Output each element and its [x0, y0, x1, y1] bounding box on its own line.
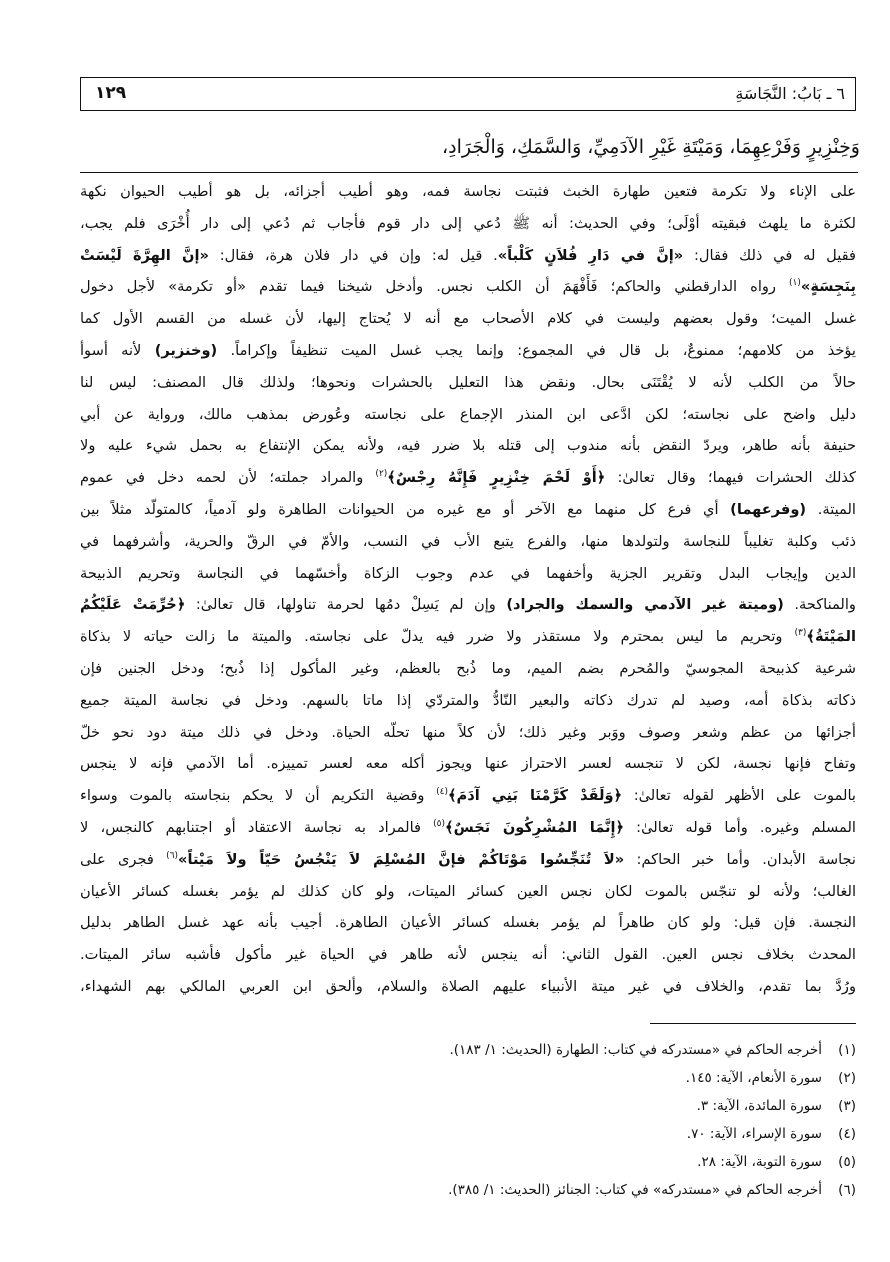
- text-segment: والمناكحة.: [783, 596, 856, 614]
- text-segment: شرعية كذبيحة المجوسيّ والمُحرم بضم الميم، وما ذُبح بالعظم، وغير المأكول إذا ذُبح؛ ودخل الجنين فإن: [80, 659, 856, 677]
- text-segment: كذلك الحشرات فيهما؛ وقال تعالىٰ:: [605, 469, 857, 487]
- text-line: [80, 780, 856, 812]
- text-line: [80, 367, 856, 399]
- emphasized-text: (وفرعهما): [730, 500, 807, 518]
- footnote-number: (١): [838, 1042, 856, 1058]
- emphasized-text: «إنَّ الهِرَّةَ لَيْسَتْ: [80, 246, 209, 264]
- footnote-divider: [650, 1023, 856, 1024]
- text-segment: ذكاته بذكاة أمه، وصيد لم تدرك ذكاته والبعير النّادُّ والمتردّي إذا ماتا بالسهم. ودخل في نجاسة الميتة جميع: [80, 691, 856, 709]
- text-segment: لكثرة ما يلهث فبقيته أوْلَى؛ وفي الحديث: أنه ﷺ دُعي إلى دار قوم فأجاب ثم دُعي إلى دار أُخْرَى فلم يجب،: [80, 214, 856, 232]
- text-segment: . قيل له: وإن في دار فلان هرة، فقال:: [208, 246, 498, 264]
- emphasized-text: (وخنزير): [154, 341, 218, 359]
- footnote: [448, 1120, 856, 1148]
- text-segment: رواه الدارقطني والحاكم؛ فَأَفْهَمَ أن الكلب نجس. وأدخل شيخنا فيما تقدم «أو تكرمة» لأجل دخول: [80, 278, 790, 296]
- text-line: [80, 176, 856, 208]
- footnote-number: (٤): [838, 1126, 856, 1142]
- footnote-ref: (١): [789, 278, 801, 289]
- text-segment: الدين وإيجاب البدل وتقرير الجزية وأخفهما في عدم وجوب الزكاة وأخسّهما في النجاسة وتحريم الذبيحة: [80, 564, 856, 582]
- footnote-text: أخرجه الحاكم في «مستدركه» في كتاب: الجنائز (الحديث: ١/ ٣٨٥).: [448, 1182, 822, 1198]
- text-line: [80, 494, 856, 526]
- text-line: [80, 240, 856, 272]
- emphasized-text: «إنَّ في دَارِ فُلاَنٍ كَلْباً»: [497, 246, 684, 264]
- footnote-text: سورة المائدة، الآية: ٣.: [696, 1098, 822, 1114]
- text-segment: فالمراد به نجاسة الاعتقاد أو اجتنابهم كالنجس، لا: [80, 818, 434, 836]
- matn-divider: [80, 172, 858, 173]
- text-segment: وتحريم ما ليس بمحترم ولا مستقذر ولا ضرر فيه يدلّ على نجاسته. والميتة ما زالت حياته لا بذكاة: [80, 628, 795, 646]
- text-segment: فجرى على: [80, 850, 167, 868]
- footnote-text: سورة الإسراء، الآية: ٧٠.: [686, 1126, 822, 1142]
- text-segment: أجزائها من عظم وشعر وصوف ووَبر وغير ذلك؛ لأن كلاً منها تحلّه الحياة. ودخل في ذلك ميتة دود نحو خلّ: [80, 723, 856, 741]
- text-segment: ورُدَّ بما تقدم، والخلاف في غير ميتة الأنبياء عليهم الصلاة والسلام، وألحق ابن العربي المالكي بهم الشهداء،: [80, 977, 856, 995]
- text-line: [80, 653, 856, 685]
- text-segment: لأنه أسوأ: [80, 341, 155, 359]
- footnote-number: (٣): [838, 1098, 856, 1114]
- text-segment: يؤخذ من كلامهم؛ ممنوعٌ، بل قال في المجموع: وإنما يجب غسل الميت تنظيفاً وإكراماً.: [217, 341, 856, 359]
- text-segment: حنيفة بأنه طاهر، ويردّ النقض بأنه مندوب إلى قتله بلا ضرر فيه، ولأنه يمكن الإنتفاع به بحمل شيء عليه ولا: [80, 437, 856, 455]
- emphasized-text: «لاَ تُنَجِّسُوا مَوْتَاكُمْ فإنَّ المُسْلِمَ لاَ يَنْجُسُ حَيّاً ولاَ مَيْتاً»: [178, 850, 625, 868]
- chapter-title: ٦ ـ بَابُ: النَّجَاسَةِ: [735, 84, 845, 103]
- text-segment: ذئب وكلبة تغليباً للنجاسة ولتولدها منها، والفرع يتبع الأب في النسب، والأمّ في الرقّ والحرية، وأشرفهما في: [80, 532, 856, 550]
- footnote-ref: (٥): [433, 819, 446, 830]
- commentary-body: [80, 176, 856, 1003]
- text-segment: دليل واضح على نجاسته؛ لكن ادَّعى ابن المنذر الإجماع على نجاسته وعُورض بمذهب مالك، ورواية عن أبي: [80, 405, 856, 423]
- footnote-text: أخرجه الحاكم في «مستدركه في كتاب: الطهارة (الحديث: ١/ ١٨٣).: [449, 1042, 822, 1058]
- text-segment: على الإناء ولا تكرمة فتعين طهارة الخبث فثبتت نجاسة فمه، وهو أطيب أجزائه، بل هو أطيب الحيوان نكهة: [80, 183, 856, 200]
- text-line: [80, 685, 856, 717]
- text-segment: الميتة.: [806, 500, 856, 518]
- text-segment: وتفاح فإنها نجسة، لكن لا تنجسه لعسر الاحتراز عنها ويجوز أكله معه لعسر تمييزه. أما الآدمي فإنه لا ينجس: [80, 755, 856, 773]
- footnote: [448, 1092, 856, 1120]
- footnote-number: (٦): [838, 1182, 856, 1198]
- text-line: [80, 876, 856, 908]
- text-line: [80, 558, 856, 590]
- text-line: [80, 844, 856, 876]
- text-segment: فقيل له في ذلك فقال:: [683, 246, 857, 264]
- text-segment: النجسة. فإن قيل: ولو كان طاهراً لم يؤمر بغسله كسائر الأعيان الطاهرة. أجيب بأنه عهد غسل الطاهر بدليل: [80, 914, 856, 932]
- text-line: [80, 430, 856, 462]
- footnote: [448, 1036, 856, 1064]
- footnote-ref: (٣): [794, 628, 807, 639]
- text-segment: وإن لم يَسِلْ دمُها لحرمة تناولها، قال تعالىٰ:: [185, 596, 507, 614]
- text-line: [80, 939, 856, 971]
- footnote-ref: (٤): [436, 787, 448, 798]
- matn-text: وَخِنْزِيرٍ وَفَرْعِهِمَا، وَمَيْتَةِ غَيْرِ الآدَمِيِّ، وَالسَّمَكِ، وَالْجَرَادِ،: [442, 136, 860, 158]
- footnote-number: (٢): [838, 1070, 856, 1086]
- emphasized-text: ﴿حُرِّمَتْ عَلَيْكُمُ: [80, 596, 186, 614]
- text-line: [80, 335, 856, 367]
- text-line: [80, 271, 856, 303]
- text-segment: والمراد جملته؛ لأن لحمه دخل في عموم: [80, 469, 376, 487]
- emphasized-text: بِنَجِسَةٍ»: [800, 278, 856, 296]
- page-number: ١٢٩: [95, 83, 127, 103]
- footnote-text: سورة التوبة، الآية: ٢٨.: [697, 1154, 822, 1170]
- footnotes: [448, 1036, 856, 1204]
- text-line: [80, 208, 856, 240]
- footnote-text: سورة الأنعام، الآية: ١٤٥.: [685, 1070, 822, 1086]
- text-segment: بالموت على الأظهر لقوله تعالىٰ:: [622, 787, 856, 805]
- running-header: [80, 77, 856, 111]
- text-segment: المحدث بخلاف نجس العين. القول الثاني: أنه ينجس لأنه طاهر في الحياة غير مأكول فأشبه سائر الميتات.: [80, 946, 856, 964]
- footnote-ref: (٢): [375, 469, 388, 480]
- footnote: [448, 1176, 856, 1204]
- text-segment: المسلم وغيره. وأما قوله تعالىٰ:: [624, 818, 856, 836]
- text-segment: أي فرع كل منهما مع الآخر أو مع غيره من الحيوانات الطاهرة ولو آدمياً، كالمتولّد مثلاً بين: [80, 500, 731, 518]
- text-segment: وقضية التكريم أن لا يحكم بنجاسته بالموت وسواء: [80, 787, 437, 805]
- emphasized-text: (وميتة غير الآدمي والسمك والجراد): [506, 596, 784, 614]
- text-line: [80, 907, 856, 939]
- emphasized-text: ﴿أَوْ لَحْمَ خِنْزِيرٍ فَإِنَّهُ رِجْسٌ﴾: [387, 469, 606, 487]
- text-line: [80, 748, 856, 780]
- footnote-ref: (٦): [166, 850, 179, 861]
- text-line: [80, 589, 856, 621]
- text-line: [80, 526, 856, 558]
- text-line: [80, 303, 856, 335]
- emphasized-text: ﴿وَلَقَدْ كَرَّمْنَا بَنِي آدَمَ﴾: [447, 787, 623, 805]
- text-segment: الغالب؛ ولأنه لو تنجّس بالموت لكان نجس العين كسائر الميتات، ولو كان كذلك لم يؤمر بغسله كسائر الأعيان: [80, 882, 856, 900]
- footnote-number: (٥): [838, 1154, 856, 1170]
- footnote: [448, 1148, 856, 1176]
- text-line: [80, 717, 856, 749]
- text-line: [80, 621, 856, 653]
- emphasized-text: ﴿إِنَّمَا المُشْرِكُونَ نَجَسٌ﴾: [445, 818, 625, 836]
- text-line: [80, 462, 856, 494]
- text-segment: غسل الميت؛ وقول بعضهم وليست في كلام الأصحاب مع أنه لا يُحتاج إليها، لأن غسله من القسم الأول كما: [80, 310, 856, 328]
- text-line: [80, 971, 856, 1003]
- footnote: [448, 1064, 856, 1092]
- emphasized-text: المَيْتَةُ﴾: [806, 628, 856, 646]
- text-segment: نجاسة الأبدان. وأما خبر الحاكم:: [624, 850, 856, 868]
- text-segment: حالاً من الكلب لأنه لا يُقْتَنَى بحال. ونقض هذا التعليل بالحشرات ونحوها؛ ولذلك قال المصنف: ليس لنا: [80, 373, 856, 391]
- text-line: [80, 399, 856, 431]
- text-line: [80, 812, 856, 844]
